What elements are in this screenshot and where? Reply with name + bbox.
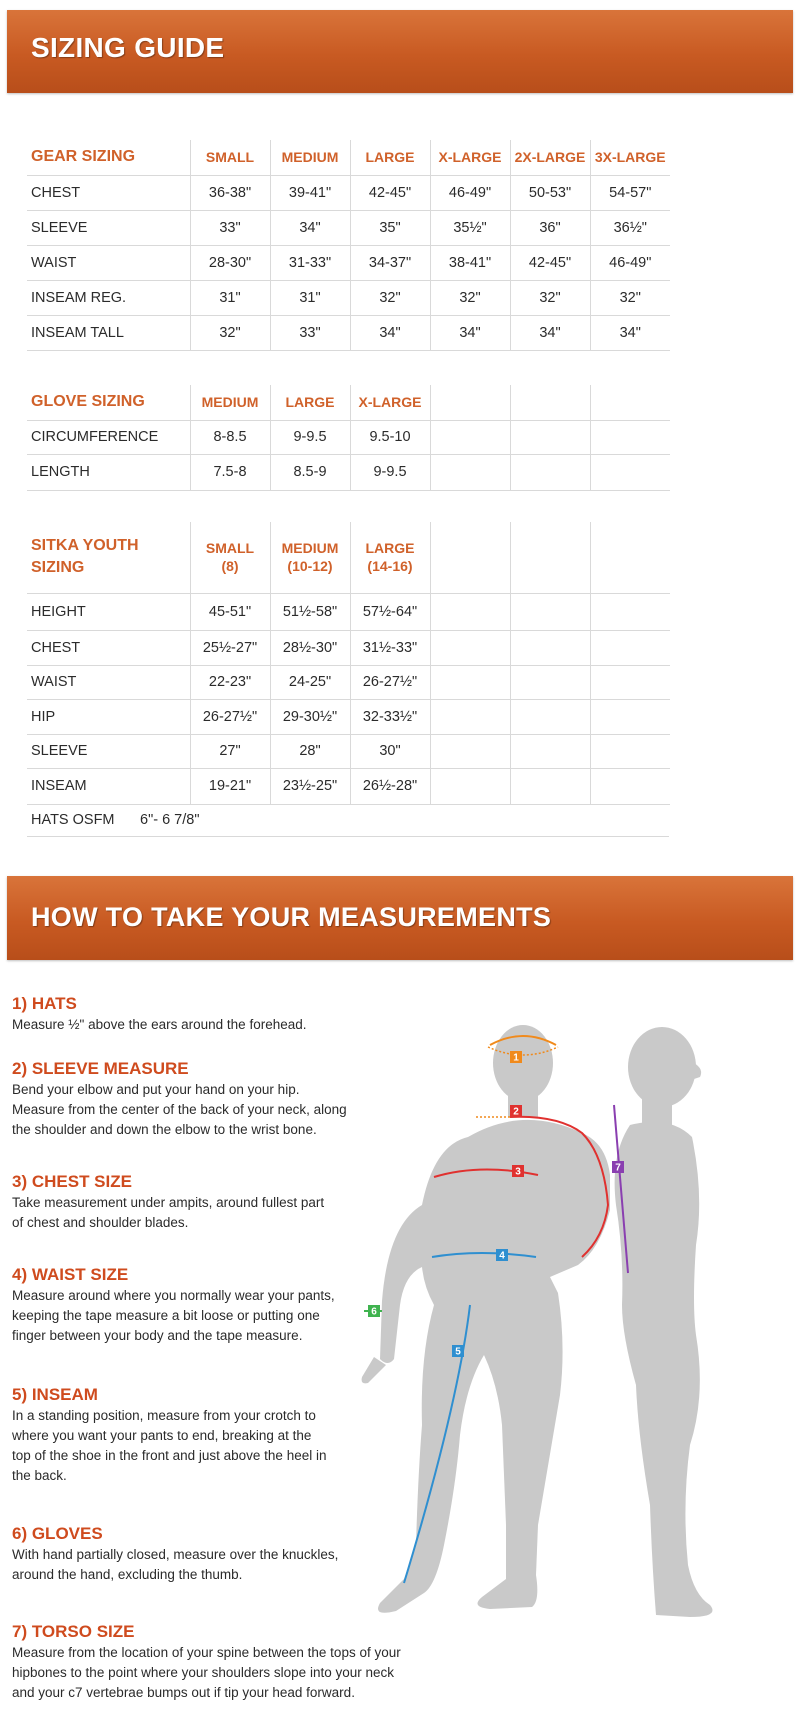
measure-title: 2) SLEEVE MEASURE <box>12 1059 189 1078</box>
empty-cell <box>510 699 590 734</box>
table-cell: 34" <box>430 315 510 350</box>
size-3x-large: 3X-LARGE <box>590 140 670 175</box>
table-cell: 28" <box>270 734 350 768</box>
table-row <box>27 734 670 768</box>
empty-cell <box>510 385 590 420</box>
marker-hat-label: 1 <box>513 1052 519 1064</box>
glove-sizing-table <box>27 385 670 491</box>
measure-text-line: top of the shoe in the front and just above the heel in <box>12 1448 327 1463</box>
measure-text-line: Measure ½" above the ears around the forehead. <box>12 1017 307 1032</box>
table-cell: 31" <box>270 280 350 315</box>
youth-sizing-table <box>27 522 670 805</box>
measurement-figures <box>360 1005 790 1645</box>
empty-cell <box>430 385 510 420</box>
table-row <box>27 175 670 210</box>
measure-text-line: keeping the tape measure a bit loose or putting one <box>12 1308 320 1323</box>
marker-torso-label: 7 <box>615 1162 621 1174</box>
table-cell: 31½-33" <box>350 630 430 665</box>
size-x-large: X-LARGE <box>430 140 510 175</box>
table-cell: 35½" <box>430 210 510 245</box>
measure-text-line: Measure from the location of your spine between the tops of your <box>12 1645 401 1660</box>
empty-cell <box>510 665 590 699</box>
table-cell: 38-41" <box>430 245 510 280</box>
marker-hat <box>510 1051 522 1064</box>
measure-text-line: In a standing position, measure from your crotch to <box>12 1408 316 1423</box>
row-label: SLEEVE <box>27 210 190 245</box>
measure-title: 5) INSEAM <box>12 1385 98 1404</box>
empty-cell <box>430 665 510 699</box>
marker-chest <box>512 1165 524 1178</box>
marker-sleeve-label: 2 <box>513 1106 519 1118</box>
table-cell: 46-49" <box>590 245 670 280</box>
youth-size-small <box>190 522 270 593</box>
measure-text-line: the back. <box>12 1468 67 1483</box>
glove-sizing-title: GLOVE SIZING <box>27 385 190 420</box>
row-label: WAIST <box>27 245 190 280</box>
marker-waist <box>496 1249 508 1262</box>
table-cell: 34" <box>590 315 670 350</box>
table-cell: 24-25" <box>270 665 350 699</box>
youth-title-line1: SITKA YOUTH <box>31 537 139 555</box>
glove-header-row <box>27 385 670 420</box>
marker-glove <box>368 1305 380 1318</box>
size-2x-large: 2X-LARGE <box>510 140 590 175</box>
size-large: LARGE <box>270 385 350 420</box>
marker-inseam-label: 5 <box>455 1346 461 1358</box>
table-cell: 32" <box>430 280 510 315</box>
table-cell: 9-9.5 <box>270 420 350 454</box>
youth-title-line2: SIZING <box>31 559 85 577</box>
hats-osfm-row <box>27 808 669 837</box>
empty-cell <box>510 734 590 768</box>
table-cell: 32" <box>350 280 430 315</box>
table-cell: 35" <box>350 210 430 245</box>
table-cell: 57½-64" <box>350 593 430 630</box>
table-row <box>27 768 670 804</box>
measure-text-line: around the hand, excluding the thumb. <box>12 1567 243 1582</box>
table-cell: 50-53" <box>510 175 590 210</box>
youth-sizing-title <box>27 522 190 593</box>
table-cell: 31" <box>190 280 270 315</box>
row-label: INSEAM <box>27 768 190 804</box>
table-cell: 51½-58" <box>270 593 350 630</box>
table-cell: 34" <box>350 315 430 350</box>
table-cell: 36" <box>510 210 590 245</box>
table-cell: 32" <box>590 280 670 315</box>
youth-size-medium <box>270 522 350 593</box>
marker-sleeve <box>510 1105 522 1118</box>
empty-cell <box>430 420 510 454</box>
marker-chest-label: 3 <box>515 1166 521 1178</box>
side-figure <box>615 1027 713 1617</box>
size-name: MEDIUM <box>281 540 339 557</box>
empty-cell <box>590 699 670 734</box>
empty-cell <box>430 699 510 734</box>
table-row <box>27 665 670 699</box>
measure-text-line: of chest and shoulder blades. <box>12 1215 189 1230</box>
row-label: CHEST <box>27 630 190 665</box>
table-cell: 42-45" <box>350 175 430 210</box>
table-cell: 32" <box>190 315 270 350</box>
empty-cell <box>510 768 590 804</box>
table-cell: 36-38" <box>190 175 270 210</box>
size-name: LARGE <box>365 540 415 557</box>
measure-text-line: With hand partially closed, measure over the knuckles, <box>12 1547 339 1562</box>
row-label: WAIST <box>27 665 190 699</box>
measure-title: 1) HATS <box>12 994 77 1013</box>
gear-sizing-title: GEAR SIZING <box>27 140 190 175</box>
table-cell: 32-33½" <box>350 699 430 734</box>
table-cell: 33" <box>270 315 350 350</box>
measure-text-line: Measure around where you normally wear your pants, <box>12 1288 335 1303</box>
table-cell: 9-9.5 <box>350 454 430 490</box>
table-cell: 29-30½" <box>270 699 350 734</box>
measure-text-line: where you want your pants to end, breaking at the <box>12 1428 312 1443</box>
youth-size-large <box>350 522 430 593</box>
table-cell: 23½-25" <box>270 768 350 804</box>
size-medium: MEDIUM <box>190 385 270 420</box>
table-cell: 45-51" <box>190 593 270 630</box>
size-range: (14-16) <box>367 558 413 575</box>
empty-cell <box>510 593 590 630</box>
empty-cell <box>430 630 510 665</box>
youth-header-row <box>27 522 670 593</box>
measure-text-line: hipbones to the point where your shoulders slope into your neck <box>12 1665 394 1680</box>
measure-text-line: finger between your body and the tape measure. <box>12 1328 303 1343</box>
table-row <box>27 420 670 454</box>
empty-cell <box>430 454 510 490</box>
table-row <box>27 593 670 630</box>
empty-cell <box>590 630 670 665</box>
size-x-large: X-LARGE <box>350 385 430 420</box>
marker-glove-label: 6 <box>371 1306 377 1318</box>
table-cell: 9.5-10 <box>350 420 430 454</box>
sizing-guide-title: SIZING GUIDE <box>31 32 225 63</box>
table-cell: 28½-30" <box>270 630 350 665</box>
table-cell: 28-30" <box>190 245 270 280</box>
row-label: LENGTH <box>27 454 190 490</box>
measure-title: 6) GLOVES <box>12 1524 103 1543</box>
table-cell: 39-41" <box>270 175 350 210</box>
empty-cell <box>590 454 670 490</box>
size-name: SMALL <box>205 540 255 557</box>
size-large: LARGE <box>350 140 430 175</box>
empty-cell <box>510 454 590 490</box>
size-range: (8) <box>221 558 239 575</box>
table-row <box>27 210 670 245</box>
empty-cell <box>430 734 510 768</box>
empty-cell <box>590 734 670 768</box>
table-row <box>27 245 670 280</box>
table-row <box>27 630 670 665</box>
measure-text-line: and your c7 vertebrae bumps out if tip your head forward. <box>12 1685 355 1700</box>
table-row <box>27 699 670 734</box>
table-cell: 33" <box>190 210 270 245</box>
measure-text-line: Bend your elbow and put your hand on your hip. <box>12 1082 300 1097</box>
row-label: HIP <box>27 699 190 734</box>
table-cell: 46-49" <box>430 175 510 210</box>
measure-title: 4) WAIST SIZE <box>12 1265 129 1284</box>
gear-header-row <box>27 140 670 175</box>
empty-cell <box>590 385 670 420</box>
table-cell: 8-8.5 <box>190 420 270 454</box>
size-medium: MEDIUM <box>270 140 350 175</box>
marker-inseam <box>452 1345 464 1358</box>
empty-cell <box>430 768 510 804</box>
table-row <box>27 315 670 350</box>
empty-cell <box>590 593 670 630</box>
table-row <box>27 454 670 490</box>
measure-text-line: Take measurement under ampits, around fullest part <box>12 1195 325 1210</box>
table-cell: 42-45" <box>510 245 590 280</box>
table-cell: 7.5-8 <box>190 454 270 490</box>
empty-cell <box>430 522 510 593</box>
row-label: CHEST <box>27 175 190 210</box>
row-label: CIRCUMFERENCE <box>27 420 190 454</box>
empty-cell <box>590 768 670 804</box>
table-cell: 8.5-9 <box>270 454 350 490</box>
measure-title: 7) TORSO SIZE <box>12 1622 135 1641</box>
sizing-guide-banner <box>7 10 793 93</box>
table-cell: 25½-27" <box>190 630 270 665</box>
gear-sizing-table <box>27 140 670 351</box>
row-label: SLEEVE <box>27 734 190 768</box>
empty-cell <box>510 630 590 665</box>
empty-cell <box>590 665 670 699</box>
measurements-title: HOW TO TAKE YOUR MEASUREMENTS <box>31 902 552 932</box>
hats-value: 6"- 6 7/8" <box>140 812 200 828</box>
table-cell: 54-57" <box>590 175 670 210</box>
empty-cell <box>510 420 590 454</box>
empty-cell <box>590 420 670 454</box>
table-cell: 31-33" <box>270 245 350 280</box>
table-cell: 34" <box>270 210 350 245</box>
table-cell: 32" <box>510 280 590 315</box>
table-cell: 34" <box>510 315 590 350</box>
measure-text-line: the shoulder and down the elbow to the wrist bone. <box>12 1122 317 1137</box>
row-label: HEIGHT <box>27 593 190 630</box>
table-cell: 26½-28" <box>350 768 430 804</box>
empty-cell <box>590 522 670 593</box>
table-cell: 36½" <box>590 210 670 245</box>
empty-cell <box>510 522 590 593</box>
marker-waist-label: 4 <box>499 1250 505 1262</box>
table-row <box>27 280 670 315</box>
size-small: SMALL <box>190 140 270 175</box>
measurements-banner <box>7 876 793 960</box>
front-figure <box>362 1025 610 1613</box>
table-cell: 19-21" <box>190 768 270 804</box>
measure-title: 3) CHEST SIZE <box>12 1172 132 1191</box>
size-range: (10-12) <box>287 558 333 575</box>
table-cell: 27" <box>190 734 270 768</box>
table-cell: 26-27½" <box>190 699 270 734</box>
table-cell: 34-37" <box>350 245 430 280</box>
hats-label: HATS OSFM <box>31 812 115 828</box>
table-cell: 30" <box>350 734 430 768</box>
table-cell: 26-27½" <box>350 665 430 699</box>
row-label: INSEAM TALL <box>27 315 190 350</box>
row-label: INSEAM REG. <box>27 280 190 315</box>
marker-torso <box>612 1161 624 1174</box>
table-cell: 22-23" <box>190 665 270 699</box>
measure-text-line: Measure from the center of the back of your neck, along <box>12 1102 347 1117</box>
empty-cell <box>430 593 510 630</box>
